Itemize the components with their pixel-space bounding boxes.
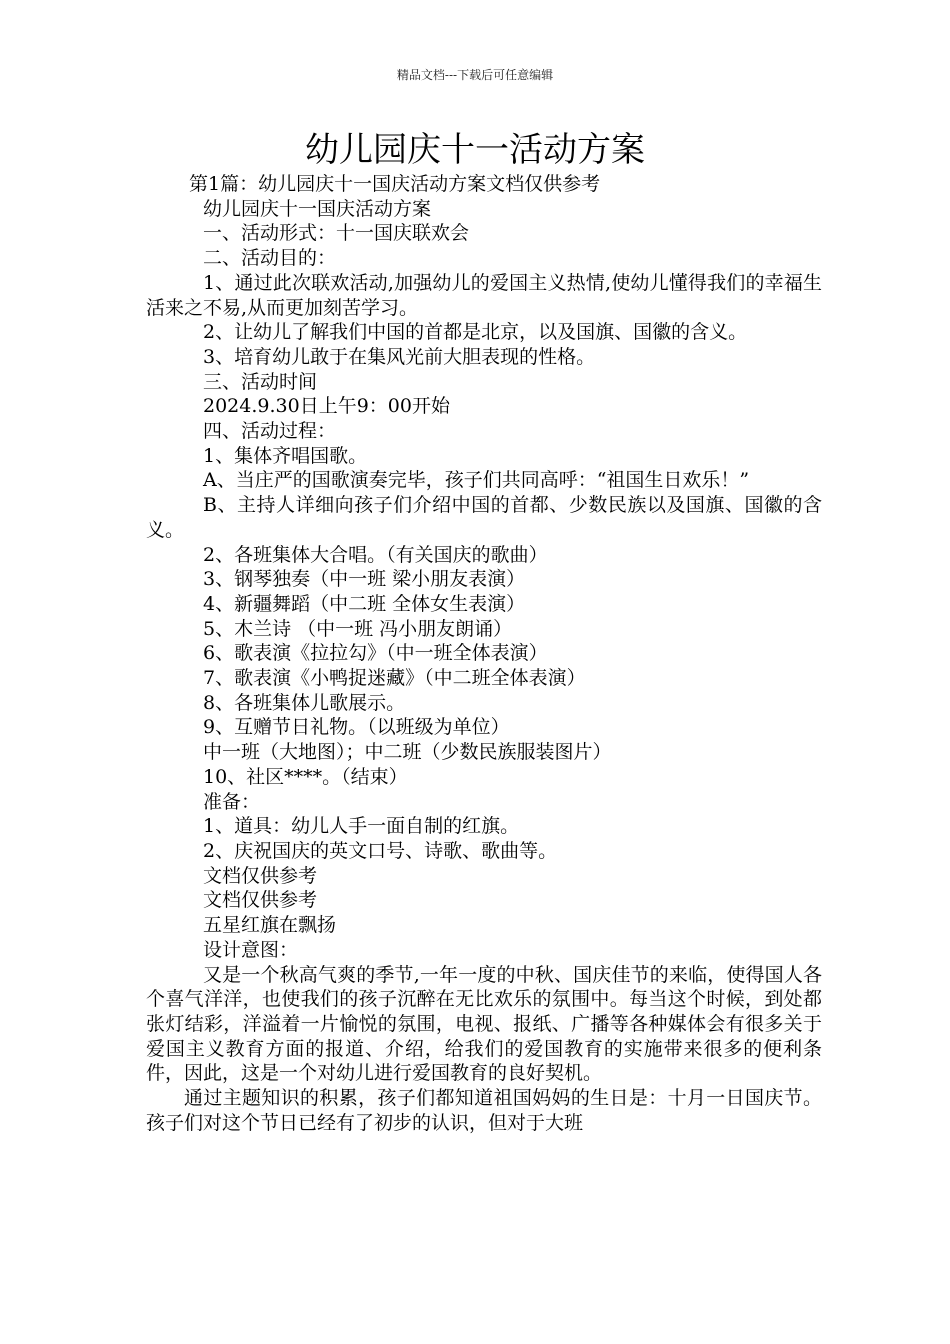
list-item: 5、木兰诗 （中一班 冯小朋友朗诵） xyxy=(203,617,513,640)
section-heading: 三、活动时间 xyxy=(203,370,318,393)
paragraph: 2、让幼儿了解我们中国的首都是北京，以及国旗、国徽的含义。 xyxy=(203,321,748,344)
list-item: 8、各班集体儿歌展示。 xyxy=(203,691,406,714)
list-item: 3、钢琴独奏（中一班 梁小朋友表演） xyxy=(203,568,526,591)
list-item: 7、歌表演《小鸭捉迷藏》（中二班全体表演） xyxy=(203,667,586,690)
list-item: 1、道具：幼儿人手一面自制的红旗。 xyxy=(203,815,520,838)
section-heading: 五星红旗在飘扬 xyxy=(203,914,337,937)
section-heading: 四、活动过程： xyxy=(203,420,337,443)
reference-note: 文档仅供参考 xyxy=(203,864,318,887)
paragraph: 又是一个秋高气爽的季节,一年一度的中秋、国庆佳节的来临，使得国人各个喜气洋洋，也使我们的孩子沉醉在无比欢乐的氛围中。每当这个时候，到处都张灯结彩，洋溢着一片愉悦的氛围，电视、报纸、广播等各种媒体会有很多关于爱国主义教育方面的报道、介绍，给我们的爱国教育的实施带来很多的便利条件，因此，这是一个对幼儿进行爱国教育的良好契机。 xyxy=(146,963,822,1085)
list-item: 4、新疆舞蹈（中二班 全体女生表演） xyxy=(203,592,526,615)
section-heading: 一、活动形式：十一国庆联欢会 xyxy=(203,222,470,245)
list-item: 9、互赠节日礼物。（以班级为单位） xyxy=(203,716,510,739)
list-item: 2、各班集体大合唱。（有关国庆的歌曲） xyxy=(203,543,548,566)
paragraph: 中一班（大地图）；中二班（少数民族服装图片） xyxy=(203,741,612,764)
list-item: 6、歌表演《拉拉勾》（中一班全体表演） xyxy=(203,642,548,665)
document-title: 幼儿园庆十一活动方案 xyxy=(305,130,645,170)
paragraph: 通过主题知识的积累，孩子们都知道祖国妈妈的生日是：十月一日国庆节。孩子们对这个节日已经有了初步的认识，但对于大班 xyxy=(146,1087,822,1134)
reference-note: 文档仅供参考 xyxy=(203,889,318,912)
paragraph: 3、培育幼儿敢于在集风光前大胆表现的性格。 xyxy=(203,345,596,368)
paragraph: B、主持人详细向孩子们介绍中国的首都、少数民族以及国旗、国徽的含义。 xyxy=(146,494,822,541)
paragraph: A、当庄严的国歌演奏完毕，孩子们共同高呼：“祖国生日欢乐！” xyxy=(203,469,750,492)
list-item: 2、庆祝国庆的英文口号、诗歌、歌曲等。 xyxy=(203,839,558,862)
section-heading: 设计意图： xyxy=(203,938,299,961)
list-item: 10、社区****。（结束） xyxy=(203,765,408,788)
paragraph: 1、通过此次联欢活动,加强幼儿的爱国主义热情,使幼儿懂得我们的幸福生活来之不易,从而更加刻苦学习。 xyxy=(146,271,822,319)
list-item: 1、集体齐唱国歌。 xyxy=(203,444,368,467)
subtitle: 幼儿园庆十一国庆活动方案 xyxy=(203,197,432,220)
section-heading: 二、活动目的： xyxy=(203,247,337,270)
chapter-heading: 第1篇：幼儿园庆十一国庆活动方案文档仅供参考 xyxy=(189,173,601,195)
section-heading: 准备： xyxy=(203,790,261,813)
header-note: 精品文档---下载后可任意编辑 xyxy=(396,68,554,82)
document-body xyxy=(146,172,822,1135)
paragraph: 2024.9.30日上午9：00开始 xyxy=(203,395,450,418)
